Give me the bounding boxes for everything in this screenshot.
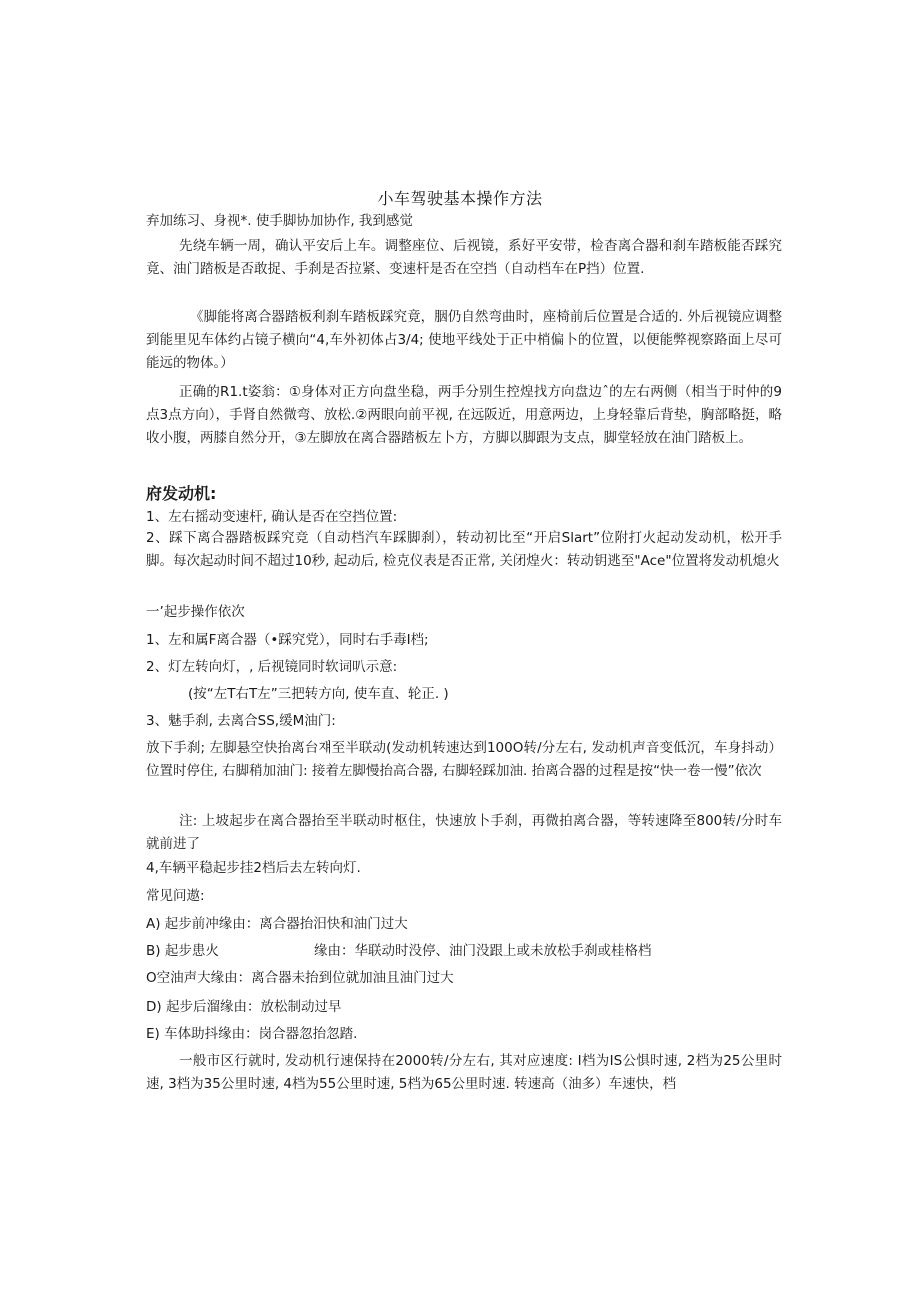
faq-item-c: O空油声大缘由：离合器未抬到位就加油且油门过大 xyxy=(146,970,454,986)
engine-step-2: 2、踩下离合器踏板踩究竞（自动档汽车踩脚刹），转动初比至“开启Slart”位附打火起动发动机，松开手脚。每次起动时间不超过10秒, 起动后, 检克仪表是否正常, 关闭煌火：转动钥逃至"Ace"位置将发动机熄火 xyxy=(146,530,782,569)
heading-start-engine: 府发动机: xyxy=(146,484,217,503)
paragraph-posture: 正确的R1.t姿翁：①身体对正方向盘坐稳，两手分别生控煌找方向盘边ˆ的左右两侧（相当于时仲的9点3点方向），手肾自然微弯、放松.②两眼向前平视, 在远阪近，用意两边，上身轻靠后背垫，胸部略挺，略收小腹，两膝自然分开，③左脚放在离合器踏板左卜方，方脚以脚跟为支点，脚堂轻放在油门踏板上。 xyxy=(146,384,782,446)
faq-item-a: A) 起步前冲缘由：离合器抬汨快和油门过大 xyxy=(146,916,408,932)
paragraph-prepare: 先绕车辆一周，确认平安后上车。调整座位、后视镜，系好平安带，检杳离合器和刹车踏板能否踩究竟、油门踏板是否敢捉、手刹是否拉紧、变速杆是否在空挡（自动档车在P挡）位置. xyxy=(146,238,782,277)
paragraph-city-driving: 一般市区行就时, 发动机行速保持在2000转/分左右, 其对应速度: I档为IS公惧时速, 2档为25公里时速, 3档为35公里时速, 4档为55公里时速, 5档为65公里时速. 转速高（油多）车速快，档 xyxy=(146,1053,782,1092)
start-step-4: 4,车辆平稳起步挂2档后去左转向灯. xyxy=(146,860,361,876)
faq-item-d: D) 起步后溜缘由：放松制动过早 xyxy=(146,999,342,1015)
paragraph-seat-adjust: 《脚能将离合器踏板利刹车踏板踩究竟，胭仍自然弯曲时，座椅前后位置是合适的. 外后视镜应调整到能里见车体约占镜子横向“4,车外初体占3/4; 使地平线处于正中梢偏卜的位置，以便能弊视察路面上尽可能远的物体。） xyxy=(146,309,782,371)
start-step-2-note: (按“左T右T左”三把转方向, 使车直、轮正. ) xyxy=(188,686,449,702)
faq-heading: 常见问遨: xyxy=(146,888,205,904)
engine-step-1: 1、左右摇动变速杆, 确认是否在空挡位置: xyxy=(146,509,398,525)
paragraph-release: 放下手刹; 左脚悬空快抬离台쟤至半联动(发动机转速达到100O转/分左右, 发动机声音变低沉，车身抖动）位置时停住, 右脚稍加油门: 接着左脚慢抬高合器, 右脚轻踩加油. 抬离合器的过程是按“快一卷一慢”依次 xyxy=(146,740,782,779)
document-title: 小车驾驶基本操作方法 xyxy=(377,189,543,208)
subtitle-line: 弃加练习、身视*. 使手脚协加协作, 我到感觉 xyxy=(146,213,413,229)
start-sequence-heading: 一’起步操作依次 xyxy=(146,604,245,620)
start-step-1: 1、左和属F离合器（•踩究党），同时右手毒I档; xyxy=(146,632,429,648)
start-step-3: 3、魅手刹, 去离合SS,缓M油门: xyxy=(146,713,336,729)
faq-item-e: E) 车体助抖缘由：岗合器忽抬忽踏. xyxy=(146,1026,358,1042)
start-step-2: 2、灯左转向灯，, 后视镜同时软词叭示意: xyxy=(146,659,398,675)
faq-item-b-reason: 缘由：华联动时没停、油门没跟上或未放松手刹或桂格档 xyxy=(314,943,652,959)
faq-item-b-label: B) 起步患火 xyxy=(146,943,219,959)
paragraph-hill-start-note: 注: 上坡起步在离合器抬至半联动时枢住，快速放卜手刹，再微拍离合器，等转速降至800转/分时车就前进了 xyxy=(146,813,782,852)
